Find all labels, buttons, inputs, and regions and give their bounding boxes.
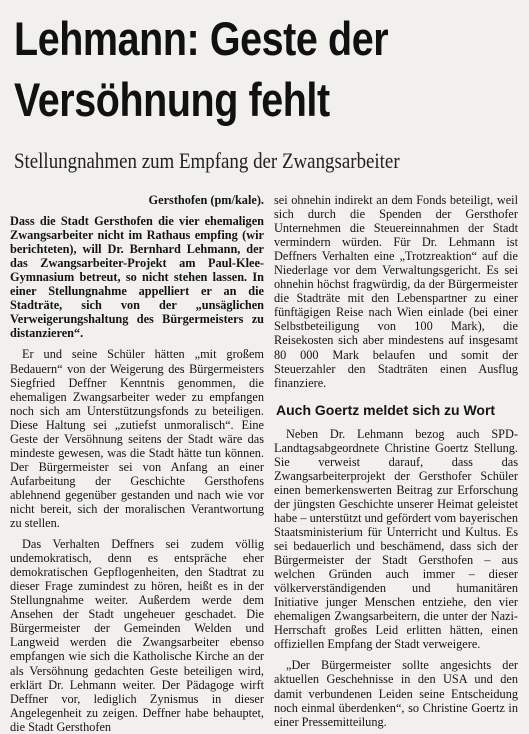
headline xyxy=(14,8,438,130)
dateline: Gersthofen (pm/kale). xyxy=(148,193,264,207)
headline-line-2: Versöhnung fehlt xyxy=(14,73,330,126)
lead-paragraph: Dass die Stadt Gersthofen die vier ehemaligen Zwangsarbeiter nicht im Rathaus empfing (wir berichteten), will Dr. Bernhard Lehmann, der das Zwangsarbeiter-Projekt am Paul-Klee-Gymnasium betreut, so nicht stehen lassen. In einer Stellungnahme appelliert er an die Stadträte, sich von der „unsäglichen Verweigerungshaltung des Bürgermeisters zu distanzieren“. xyxy=(10,214,264,341)
column-right xyxy=(274,193,518,729)
subheadline: Stellungnahmen zum Empfang der Zwangsarbeiter xyxy=(14,148,400,173)
body-paragraph-1: Er und seine Schüler hätten „mit großem Bedauern“ von der Weigerung des Bürgermeisters Siegfried Deffner Kenntnis genommen, die ehemaligen Zwangsarbeiter weder zu empfangen noch sich am Unterstützungsfonds zu beteiligen. Diese Haltung sei „zutiefst unmoralisch“. Eine Geste der Versöhnung seitens der Stadt wäre das mindeste gewesen, was die Stadt hätte tun können. Der Bürgermeister sei von Anfang an einer Aufarbeitung der Geschichte Gersthofens ablehnend gegenüber gestanden und nach wie vor nicht bereit, sich der moralischen Verantwortung zu stellen. xyxy=(10,347,264,531)
body-paragraph-2-continued: sei ohnehin indirekt an dem Fonds beteiligt, weil sich durch die Spenden der Gersthofer Unternehmen die Steuereinnahmen der Stadt vermindern würden. Für Dr. Lehmann ist Deffners Verhalten eine „Trotzreaktion“ auf die Niederlage vor dem Verwaltungsgericht. Es sei ohnehin höchst fragwürdig, da der Bürgermeister die Stadträte mit den Lebenspartner zu einer fünftägigen Reise nach Wien einlade (bei einer Selbstbeteiligung von 100 Mark), die Reisekosten sich aber mindestens auf insgesamt 80 000 Mark belaufen und somit der Steuerzahler den Stadträten einen Ausflug finanziere. xyxy=(274,193,518,390)
section-subtitle: Auch Goertz meldet sich zu Wort xyxy=(276,401,496,418)
column-left xyxy=(10,193,264,734)
headline-line-1: Lehmann: Geste der xyxy=(14,12,389,65)
body-paragraph-3: Neben Dr. Lehmann bezog auch SPD-Landtagsabgeordnete Christine Goertz Stellung. Sie verweist darauf, dass das Zwangsarbeiterprojekt der Gersthofer Schüler einen bemerkenswerten Beitrag zur Erforschung der jüngsten Geschichte unserer Heimat geleistet habe – unterstützt und gefördert vom bayerischen Staatsministerium für Unterricht und Kultus. Es sei bedauerlich und beschämend, dass sich der Bürgermeister der Stadt Gersthofen – aus welchen Gründen auch immer – dieser völkerverständigenden und humanitären Initiative junger Menschen entziehe, den vier ehemaligen Zwangsarbeitern, die unter der Nazi-Herrschaft großes Leid erlitten hätten, einen offiziellen Empfang der Stadt verweigere. xyxy=(274,426,518,652)
body-paragraph-4: „Der Bürgermeister sollte angesichts der aktuellen Geschehnisse in den USA und den damit verbundenen Leiden seine Entscheidung noch einmal überdenken“, so Christine Goertz in einer Pressemitteilung. xyxy=(274,658,518,729)
body-paragraph-2: Das Verhalten Deffners sei zudem völlig undemokratisch, denn es entspräche eher demokratischen Gepflogenheiten, den Stadtrat zu dieser Frage zumindest zu hören, heißt es in der Stellungnahme weiter. Außerdem werde dem Ansehen der Stadt ungeheuer geschadet. Die Bürgermeister der Gemeinden Welden und Langweid werden die Zwangsarbeiter ebenso empfangen wie sich die Katholische Kirche an der als Versöhnung gedachten Geste beteiligen wird, erklärt Dr. Lehmann weiter. Der Pädagoge wirft Deffner vor, lediglich Zynismus in dieser Angelegenheit zu zeigen. Deffner habe behauptet, die Stadt Gersthofen xyxy=(10,537,264,734)
